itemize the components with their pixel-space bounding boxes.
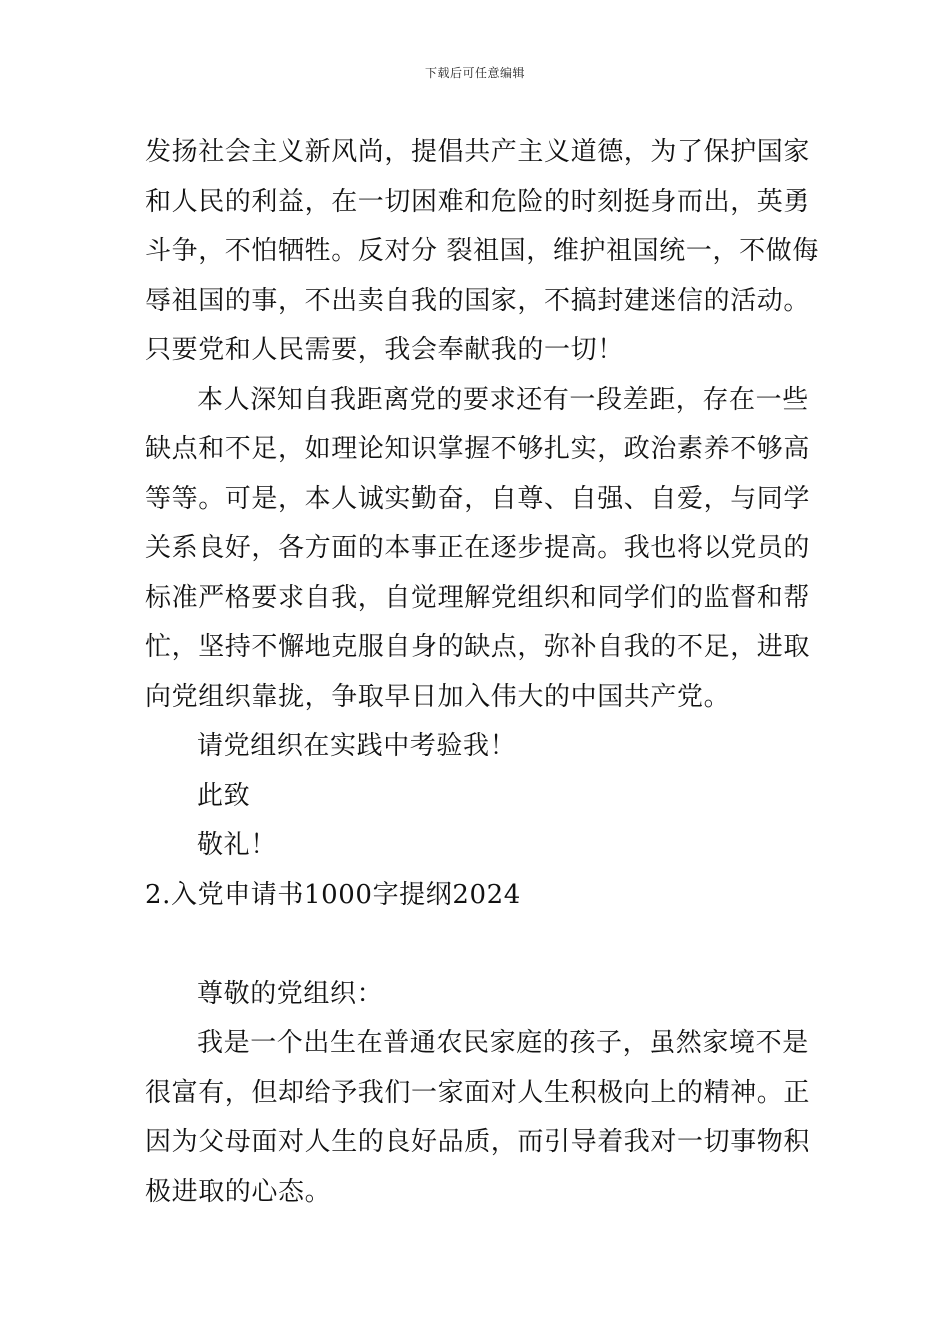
text-line: 只要党和人民需要，我会奉献我的一切！ [145, 335, 624, 365]
page-header: 下载后可任意编辑 [424, 66, 525, 80]
text-line: 辱祖国的事，不出卖自我的国家，不搞封建迷信的活动。 [145, 285, 811, 316]
text-line: 标准严格要求自我，自觉理解党组织和同学们的监督和帮 [145, 582, 811, 613]
blank-line [145, 920, 810, 970]
text-line: 因为父母面对人生的良好品质，而引导着我对一切事物积 [145, 1127, 811, 1157]
document-body [145, 128, 819, 1217]
text-line: 很富有，但却给予我们一家面对人生积极向上的精神。正 [145, 1077, 811, 1108]
text-line: 极进取的心态。 [145, 1176, 332, 1207]
text-line: 斗争，不怕牺牲。反对分 裂祖国，维护祖国统一，不做侮 [145, 236, 819, 266]
text-line: 我是一个出生在普通农民家庭的孩子，虽然家境不是 [197, 1028, 809, 1058]
text-line: 请党组织在实践中考验我！ [197, 731, 517, 761]
text-line: 等等。可是，本人诚实勤奋，自尊、自强、自爱，与同学 [145, 483, 811, 514]
text-line: 缺点和不足，如理论知识掌握不够扎实，政治素养不够高 [145, 434, 811, 464]
text-line: 向党组织靠拢，争取早日加入伟大的中国共产党。 [145, 681, 731, 712]
text-line: 发扬社会主义新风尚，提倡共产主义道德，为了保护国家 [145, 137, 811, 167]
text-line: 忙，坚持不懈地克服自身的缺点，弥补自我的不足，进取 [145, 632, 811, 662]
text-line: 关系良好，各方面的本事正在逐步提高。我也将以党员的 [145, 533, 811, 563]
closing-salutation: 此致 [197, 780, 251, 811]
section-heading: 2.入党申请书1000字提纲2024 [145, 879, 521, 910]
text-line: 本人深知自我距离党的要求还有一段差距，存在一些 [197, 384, 809, 415]
text-line: 和人民的利益，在一切困难和危险的时刻挺身而出，英勇 [145, 186, 811, 217]
closing-regards: 敬礼！ [197, 830, 277, 860]
greeting: 尊敬的党组织： [197, 978, 384, 1009]
